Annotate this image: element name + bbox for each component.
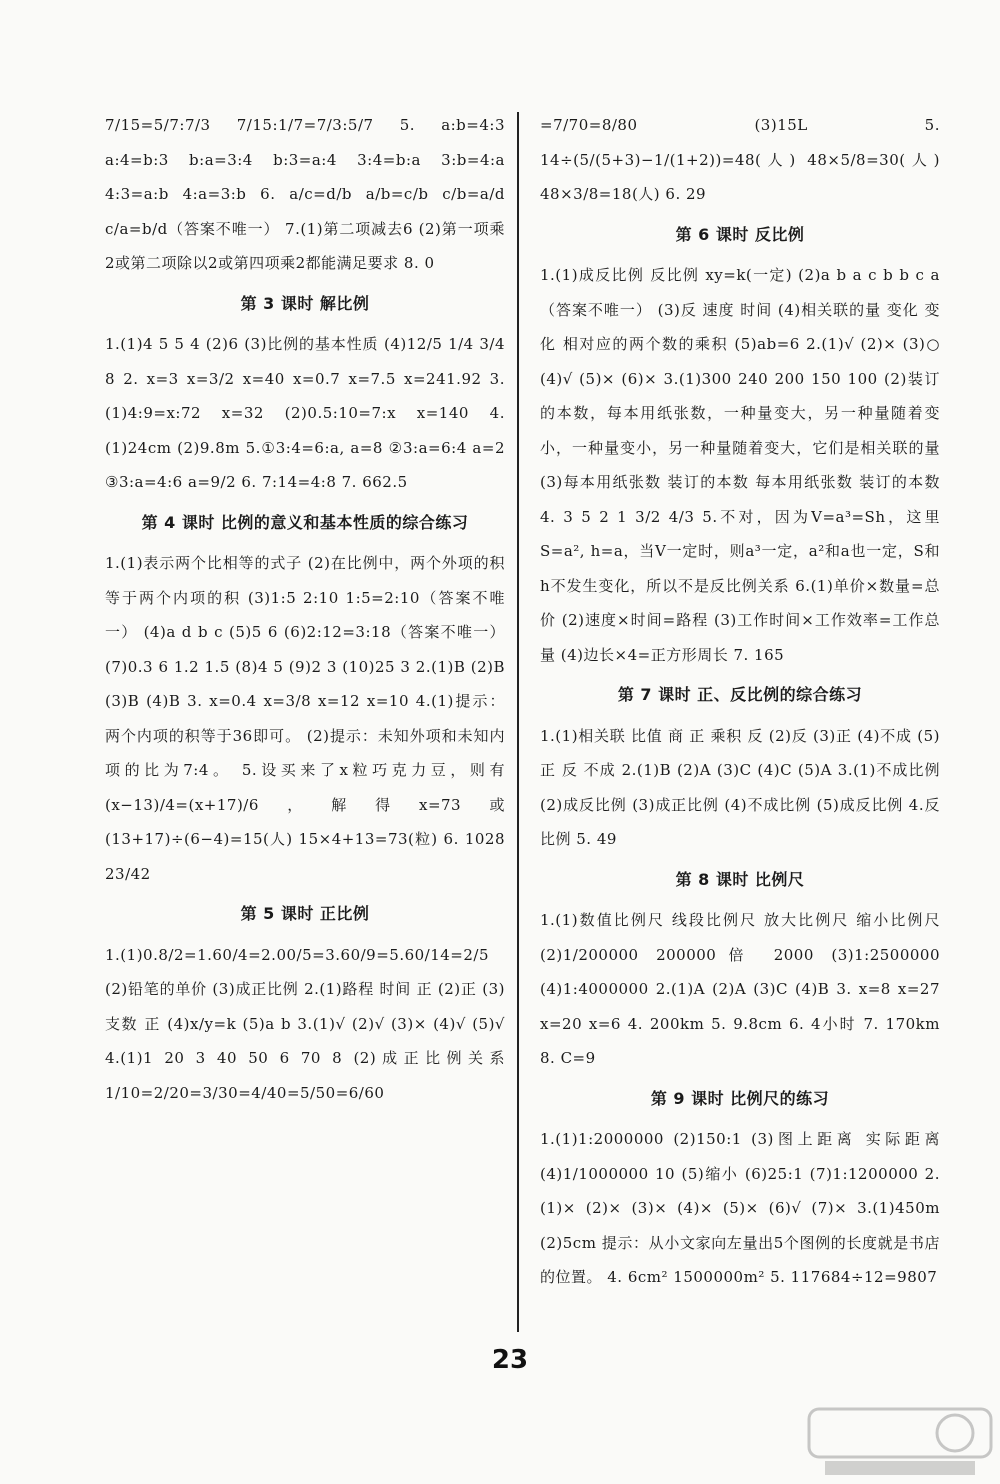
watermark-icon: [805, 1405, 995, 1480]
left-paragraph: 7/15=5/7:7/3 7/15:1/7=7/3:5/7 5. a:b=4:3 a:4=b:3 b:a=3:4 b:3=a:4 3:4=b:a 3:b=4:a 4:3=a:b 4:a=3:b 6. a/c=d/b a/b=c/b c/b=a/d c/a=b/d（答案不唯一） 7.(1)第二项减去6 (2)第一项乘2或第二项除以2或第四项乘2都能满足要求 8. 0: [105, 116, 505, 272]
left-paragraph: 1.(1)4 5 5 4 (2)6 (3)比例的基本性质 (4)12/5 1/4 3/4 8 2. x=3 x=3/2 x=40 x=0.7 x=7.5 x=241.92 3.(1)4:9=x:72 x=32 (2)0.5:10=7:x x=140 4.(1)24cm (2)9.8m 5.①3:4=6:a, a=8 ②3:a=6:4 a=2 ③3:a=4:6 a=9/2 6. 7:14=4:8 7. 662.5: [105, 335, 505, 491]
right-column: [540, 108, 940, 1295]
left-paragraph: 1.(1)表示两个比相等的式子 (2)在比例中，两个外项的积等于两个内项的积 (3)1:5 2:10 1:5=2:10（答案不唯一） (4)a d b c (5)5 6 (6)2:12=3:18（答案不唯一） (7)0.3 6 1.2 1.5 (8)4 5 (9)2 3 (10)25 3 2.(1)B (2)B (3)B (4)B 3. x=0.4 x=3/8 x=12 x=10 4.(1)提示：两个内项的积等于36即可。 (2)提示：未知外项和未知内项的比为7:4。 5.设买来了x粒巧克力豆，则有(x−13)/4=(x+17)/6，解得x=73或(13+17)÷(6−4)=15(人) 15×4+13=73(粒) 6. 1028 23/42: [105, 554, 505, 883]
section-heading: 第 8 课时 比例尺: [675, 869, 805, 889]
right-paragraph: 1.(1)1:2000000 (2)150:1 (3)图上距离 实际距离 (4)1/1000000 10 (5)缩小 (6)25:1 (7)1:1200000 2.(1)× (2)× (3)× (4)× (5)× (6)√ (7)× 3.(1)450m (2)5cm 提示：从小文家向左量出5个图例的长度就是书店的位置。 4. 6cm² 1500000m² 5. 117684÷12=9807: [540, 1130, 940, 1286]
section-heading: 第 5 课时 正比例: [240, 904, 370, 923]
watermark-logo: [805, 1405, 995, 1480]
section-heading: 第 7 课时 正、反比例的综合练习: [617, 685, 863, 704]
right-paragraph: 1.(1)相关联 比值 商 正 乘积 反 (2)反 (3)正 (4)不成 (5)正 反 不成 2.(1)B (2)A (3)C (4)C (5)A 3.(1)不成比例 (2)成反比例 (3)成正比例 (4)不成比例 (5)成反比例 4.反比例 5. 49: [540, 726, 940, 848]
section-heading: 第 4 课时 比例的意义和基本性质的综合练习: [141, 512, 469, 532]
left-column: [105, 108, 505, 1110]
left-paragraph: 1.(1)0.8/2=1.60/4=2.00/5=3.60/9=5.60/14=2/5 (2)铅笔的单价 (3)成正比例 2.(1)路程 时间 正 (2)正 (3)支数 正 (4)x/y=k (5)a b 3.(1)√ (2)√ (3)× (4)√ (5)√ 4.(1)1 20 3 40 50 6 70 8 (2)成正比例关系 1/10=2/20=3/30=4/40=5/50=6/60: [105, 945, 505, 1102]
section-heading: 第 3 课时 解比例: [240, 293, 370, 313]
right-paragraph: =7/70=8/80 (3)15L 5. 14÷(5/(5+3)−1/(1+2))=48(人) 48×5/8=30(人) 48×3/8=18(人) 6. 29: [540, 116, 940, 203]
section-heading: 第 6 课时 反比例: [675, 224, 805, 244]
right-paragraph: 1.(1)成反比例 反比例 xy=k(一定) (2)a b a c b b c a（答案不唯一） (3)反 速度 时间 (4)相关联的量 变化 变化 相对应的两个数的乘积 (5)ab=6 2.(1)√ (2)× (3)○ (4)√ (5)× (6)× 3.(1)300 240 200 150 100 (2)装订的本数，每本用纸张数，一种量变大，另一种量随着变小，一种量变小，另一种量随着变大，它们是相关联的量 (3)每本用纸张数 装订的本数 每本用纸张数 装订的本数 4. 3 5 2 1 3/2 4/3 5.不对，因为V=a³=Sh，这里S=a², h=a，当V一定时，则a³一定，a²和a也一定，S和h不发生变化，所以不是反比例关系 6.(1)单价×数量=总价 (2)速度×时间=路程 (3)工作时间×工作效率=工作总量 (4)边长×4=正方形周长 7. 165: [540, 266, 940, 664]
right-paragraph: 1.(1)数值比例尺 线段比例尺 放大比例尺 缩小比例尺 (2)1/200000 200000倍 2000 (3)1:2500000 (4)1:4000000 2.(1)A (2)A (3)C (4)B 3. x=8 x=27 x=20 x=6 4. 200km 5. 9.8cm 6. 4小时 7. 170km 8. C=9: [540, 911, 940, 1067]
page-number: 23: [491, 1345, 529, 1375]
section-heading: 第 9 课时 比例尺的练习: [650, 1088, 830, 1108]
column-divider: [517, 112, 519, 1332]
